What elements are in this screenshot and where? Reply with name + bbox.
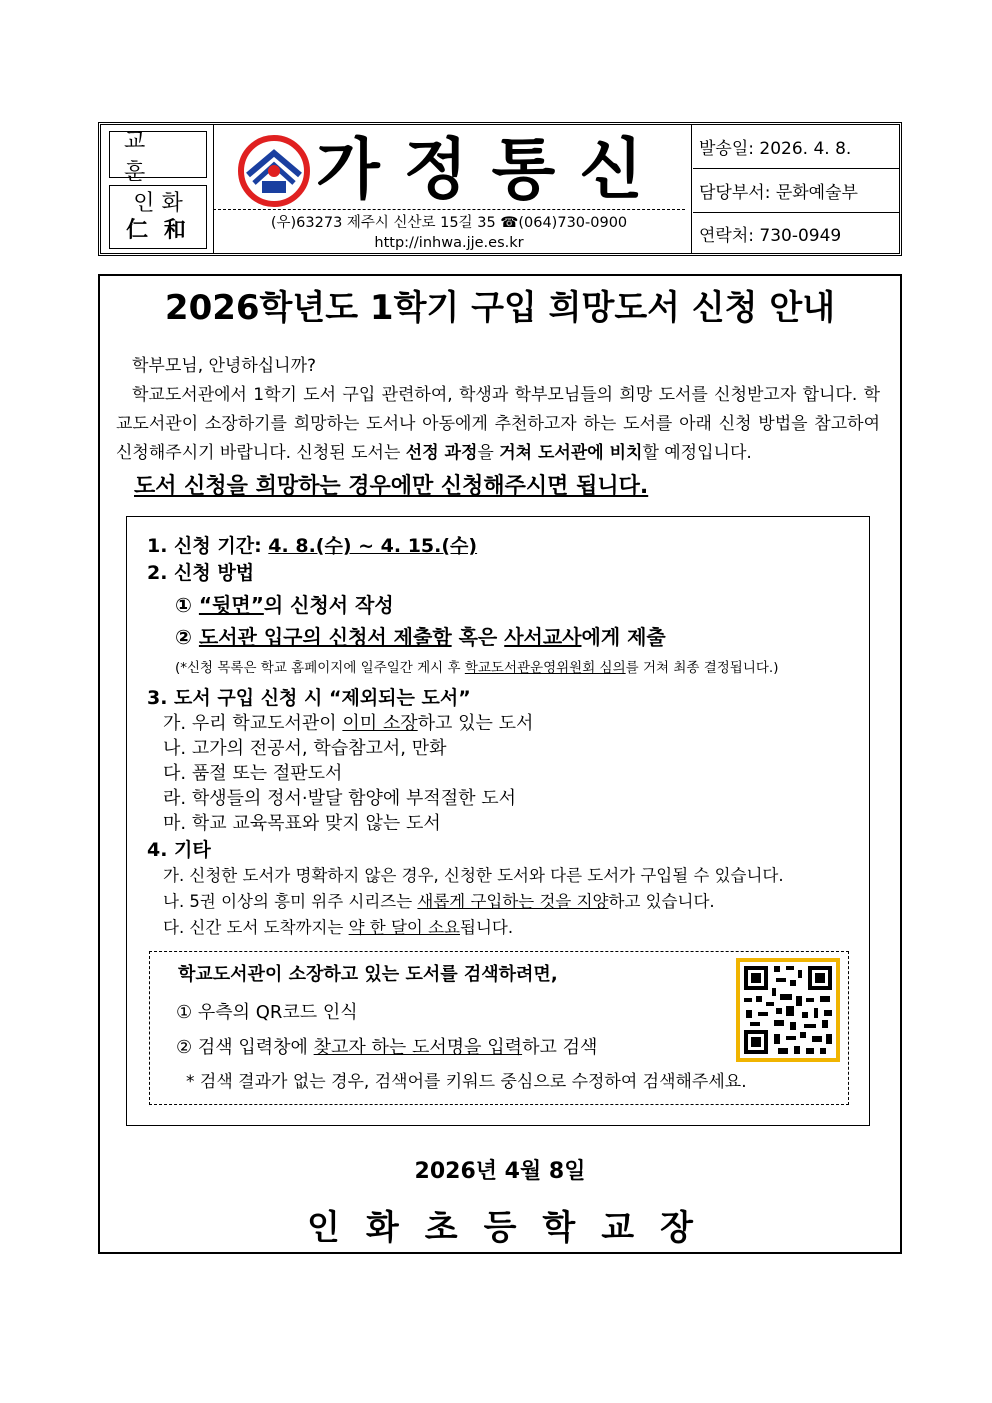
search-step-2-post: 하고 검색	[522, 1037, 598, 1058]
address-line: (우)63273 제주시 신산로 15길 35 ☎(064)730-0900	[270, 215, 628, 231]
excluded-a-underline: 이미 소장	[342, 713, 418, 734]
method-item-1-underline: “뒷면”	[198, 593, 264, 617]
school-url[interactable]: http://inhwa.jje.es.kr	[374, 235, 524, 251]
etc-item-b	[163, 890, 843, 914]
address-divider	[213, 209, 685, 210]
etc-c-pre: 다. 신간 도서 도착까지는	[163, 918, 349, 937]
section-period	[147, 533, 847, 559]
method-item-2-mid: 혹은	[451, 625, 505, 649]
section-method: 2. 신청 방법	[147, 562, 255, 584]
principal-signature: 인화초등학교장	[307, 1208, 719, 1248]
greeting: 학부모님, 안녕하십니까?	[132, 356, 317, 376]
etc-b-underline: 새롭게 구입하는 것을 지양	[417, 892, 609, 911]
intro-bold-placement: 거쳐 도서관에 비치	[499, 443, 643, 463]
motto-label: 교 훈	[109, 131, 207, 178]
search-note: * 검색 결과가 없는 경우, 검색어를 키워드 중심으로 수정하여 검색해주세요.	[186, 1072, 747, 1092]
catalog-search-box	[149, 951, 849, 1105]
qr-code-icon[interactable]	[736, 958, 840, 1062]
search-step-1: ① 우측의 QR코드 인식	[176, 1002, 358, 1023]
search-heading: 학교도서관이 소장하고 있는 도서를 검색하려면,	[178, 964, 558, 985]
method-item-2-underline: 도서관 입구의 신청서 제출함	[198, 625, 452, 649]
method-item-1-rest: 의 신청서 작성	[263, 593, 394, 617]
etc-c-post: 됩니다.	[460, 918, 514, 937]
excluded-item-b: 나. 고가의 전공서, 학습참고서, 만화	[163, 738, 447, 759]
search-step-2-pre: ② 검색 입력창에	[176, 1037, 314, 1058]
method-note-pre: (*신청 목록은 학교 홈페이지에 일주일간 게시 후	[175, 660, 465, 676]
intro-paragraph	[116, 352, 880, 468]
excluded-item-d: 라. 학생들의 정서·발달 함양에 부적절한 도서	[163, 788, 517, 809]
etc-b-pre: 나. 5권 이상의 흥미 위주 시리즈는	[163, 892, 418, 911]
method-note-post: 를 거쳐 최종 결정됩니다.)	[625, 660, 779, 676]
search-step-2	[176, 1035, 597, 1061]
method-item-2-underline-2: 사서교사	[504, 625, 582, 649]
school-motto	[109, 185, 207, 249]
issue-date: 2026년 4월 8일	[414, 1159, 586, 1184]
intro-text	[116, 381, 880, 468]
newsletter-header	[98, 122, 902, 256]
excluded-item-c: 다. 품절 또는 절판도서	[163, 763, 343, 784]
excluded-item-e: 마. 학교 교육목표와 맞지 않는 도서	[163, 813, 441, 834]
motto-korean: 인 화	[133, 191, 183, 216]
send-date: 발송일: 2026. 4. 8.	[693, 125, 899, 169]
period-label: 1. 신청 기간:	[147, 535, 269, 557]
document-title: 2026학년도 1학기 구입 희망도서 신청 안내	[164, 288, 836, 328]
method-note	[175, 658, 778, 678]
method-item-2	[175, 622, 666, 652]
etc-c-underline: 약 한 달이 소요	[348, 918, 460, 937]
intro-end: 할 예정입니다.	[642, 443, 752, 463]
method-note-underline: 학교도서관운영위원회 심의	[464, 660, 626, 676]
method-item-1	[175, 590, 394, 620]
intro-mid: 을	[477, 443, 500, 463]
section-excluded: 3. 도서 구입 신청 시 “제외되는 도서”	[147, 687, 471, 709]
intro-bold-selection: 선정 과정	[405, 443, 478, 463]
search-step-2-underline: 찾고자 하는 도서명을 입력	[313, 1037, 523, 1058]
motto-hanja: 仁 和	[126, 217, 190, 243]
excluded-a-pre: 가. 우리 학교도서관이	[163, 713, 343, 734]
etc-b-post: 하고 있습니다.	[608, 892, 715, 911]
section-etc: 4. 기타	[147, 839, 211, 861]
details-box	[126, 516, 870, 1126]
notice-body	[98, 274, 902, 1254]
info-divider	[691, 125, 692, 253]
intro-text-body: 학교도서관에서 1학기 도서 구입 관련하여, 학생과 학부모님들의 희망 도서를 신청받고자 합니다. 학교도서관이 소장하기를 희망하는 도서나 아동에게 추천하고자 하는 도서를 아래 신청 방법을 참고하여 신청해주시기 바랍니다. 신청된 도서는	[116, 385, 880, 463]
excluded-a-post: 하고 있는 도서	[417, 713, 534, 734]
period-value: 4. 8.(수) ~ 4. 15.(수)	[268, 535, 478, 557]
department: 담당부서: 문화예술부	[693, 169, 899, 213]
method-item-2-rest: 에게 제출	[581, 625, 666, 649]
school-emblem-icon	[238, 135, 310, 207]
notice-line: 도서 신청을 희망하는 경우에만 신청해주시면 됩니다.	[134, 474, 649, 499]
method-item-2-num: ②	[175, 625, 199, 649]
school-address	[213, 213, 685, 253]
newsletter-title: 가정통신	[316, 131, 668, 208]
method-item-1-num: ①	[175, 593, 199, 617]
contact: 연락처: 730-0949	[699, 225, 842, 246]
etc-item-a: 가. 신청한 도서가 명확하지 않은 경우, 신청한 도서와 다른 도서가 구입될 수 있습니다.	[163, 866, 784, 885]
etc-item-c	[163, 916, 843, 940]
excluded-item-a	[163, 712, 843, 736]
